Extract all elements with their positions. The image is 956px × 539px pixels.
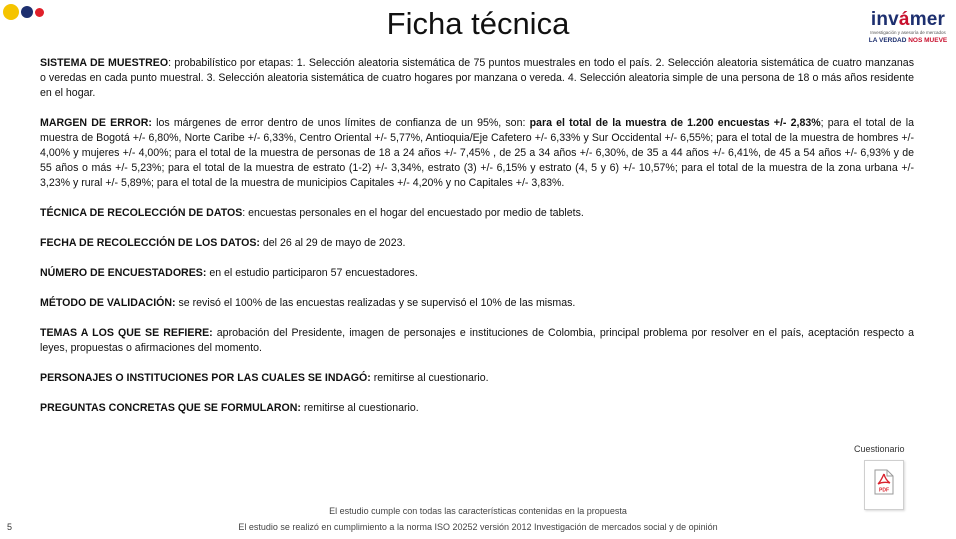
logo-wordmark: invámer bbox=[870, 9, 946, 30]
questionnaire-pdf-attachment[interactable] bbox=[864, 460, 904, 510]
section-text: : encuestas personales en el hogar del encuestado por medio de tablets. bbox=[242, 207, 584, 219]
questionnaire-label: Cuestionario bbox=[854, 444, 905, 454]
section-text: aprobación del Presidente, imagen de personajes e instituciones de Colombia, principal problema por resolver en el país, aceptación respecto a leyes, propuestas o afirmaciones del momento. bbox=[40, 327, 915, 354]
section-personajes bbox=[40, 371, 914, 386]
section-text: remitirse al cuestionario. bbox=[300, 402, 419, 414]
footer-line-2: El estudio se realizó en cumplimiento a la norma ISO 20252 versión 2012 Investigación de mercados social y de opinión bbox=[238, 522, 718, 532]
section-sistema-muestreo bbox=[40, 56, 914, 101]
logo-subtitle: Investigación y asesoría de mercados bbox=[870, 30, 946, 35]
section-label: PERSONAJES O INSTITUCIONES POR LAS CUALES SE INDAGÓ: bbox=[40, 372, 371, 384]
section-fecha-recoleccion bbox=[40, 236, 914, 251]
section-text: : probabilístico por etapas: 1. Selección aleatoria sistemática de 75 puntos muestrales en todo el país. 2. Selección aleatoria sistemática de cuatro manzanas o veredas en cada punto muestral. 3. Selección aleatoria sistemática de cuatro hogares por manzana o vereda. 4. Selección aleatoria simple de una persona de 18 o más años residente en el hogar. bbox=[40, 57, 915, 99]
section-text: los márgenes de error dentro de unos límites de confianza de un 95%, son: bbox=[151, 117, 530, 129]
section-preguntas bbox=[40, 401, 914, 416]
section-numero-encuestadores bbox=[40, 266, 914, 281]
logo-tagline: LA VERDAD NOS MUEVE bbox=[868, 37, 948, 44]
section-text: en el estudio participaron 57 encuestadores. bbox=[206, 267, 418, 279]
pdf-file-icon bbox=[874, 469, 894, 495]
section-label: PREGUNTAS CONCRETAS QUE SE FORMULARON: bbox=[40, 402, 301, 414]
section-temas bbox=[40, 326, 914, 356]
section-text: se revisó el 100% de las encuestas realizadas y se supervisó el 10% de las mismas. bbox=[175, 297, 576, 309]
section-margen-error bbox=[40, 116, 914, 191]
section-text: ; para el total de la muestra de Bogotá +/- 6,80%, Norte Caribe +/- 6,33%, Centro Oriental +/- 5,77%, Antioquia/Eje Cafetero +/- 6,33% y Sur Occidental +/- 6,55%; para el total de la muestra de hombres +/- 4,00% y mujeres +/- 4,00%; para el total de la muestra de personas de 18 a 24 años +/- 7,45% , de 25 a 34 años +/- 6,30%, de 35 a 44 años +/- 6,41%, de 45 a 54 años +/- 6,93% y de 55 años o más +/- 5,23%; para el total de la muestra de estrato (1-2) +/- 3,34%, estrato (3) +/- 6,15% y estrato (4, 5 y 6) +/- 10,57%; para el total de la muestra de la zona urbana +/- 3,23% y rural +/- 5,89%; para el total de la muestra de municipios Capitales +/- 4,20% y no Capitales +/- 3,83%. bbox=[40, 117, 914, 189]
section-label: TEMAS A LOS QUE SE REFIERE: bbox=[40, 327, 213, 339]
pdf-icon-text: PDF bbox=[879, 487, 889, 494]
section-tecnica-recoleccion bbox=[40, 206, 914, 221]
section-label: NÚMERO DE ENCUESTADORES: bbox=[40, 267, 207, 279]
section-text: del 26 al 29 de mayo de 2023. bbox=[259, 237, 406, 249]
section-text: remitirse al cuestionario. bbox=[370, 372, 489, 384]
section-label: MÉTODO DE VALIDACIÓN: bbox=[40, 297, 176, 309]
page-title: Ficha técnica bbox=[386, 6, 570, 41]
section-label: MARGEN DE ERROR: bbox=[40, 117, 152, 129]
section-metodo-validacion bbox=[40, 296, 914, 311]
page-number: 5 bbox=[7, 522, 13, 532]
section-label: SISTEMA DE MUESTREO bbox=[40, 57, 169, 69]
invamer-logo bbox=[868, 10, 948, 45]
section-highlight: para el total de la muestra de 1.200 encuestas +/- 2,83% bbox=[529, 117, 821, 129]
section-label: FECHA DE RECOLECCIÓN DE LOS DATOS: bbox=[40, 237, 260, 249]
technical-sheet-body bbox=[40, 56, 914, 431]
section-label: TÉCNICA DE RECOLECCIÓN DE DATOS bbox=[40, 207, 243, 219]
footer-line-1: El estudio cumple con todas las características contenidas en la propuesta bbox=[329, 506, 627, 516]
